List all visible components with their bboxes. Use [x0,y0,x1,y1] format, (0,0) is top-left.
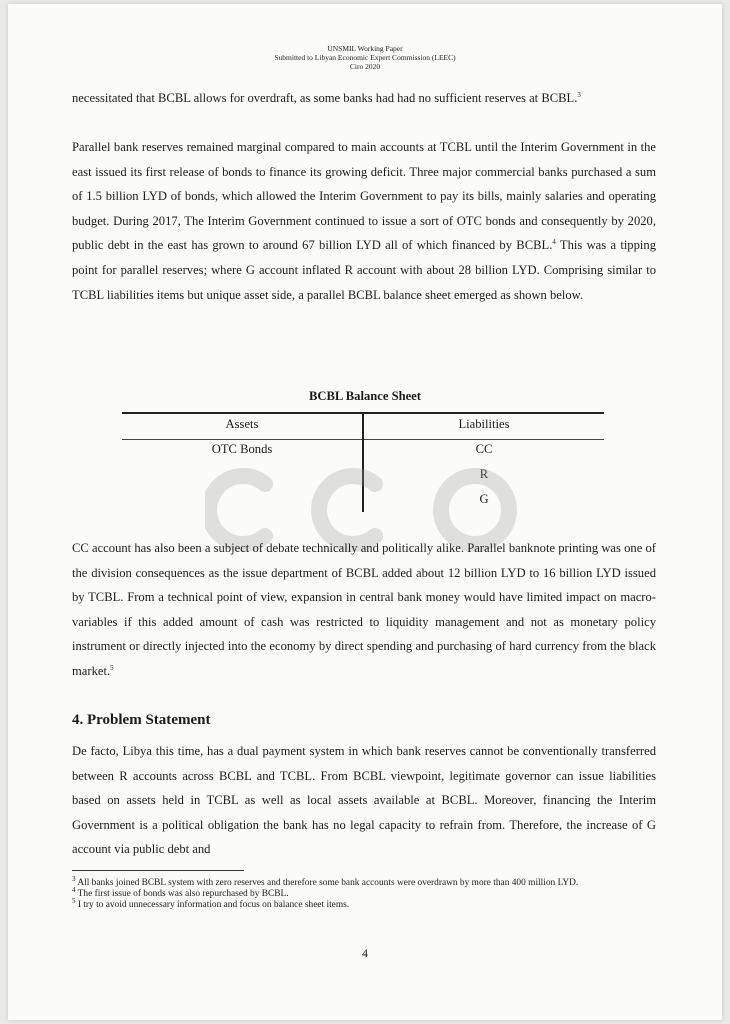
paragraph-1 [72,86,656,111]
page-header [0,44,730,71]
balance-sheet-table [122,412,604,512]
asset-item: OTC Bonds [211,442,273,456]
footnote-number: 3 [72,874,76,883]
section-heading: 4. Problem Statement [72,712,211,728]
liability-item: CC [475,442,493,456]
footnotes [72,874,662,911]
footnote-text: The first issue of bonds was also repurchased by BCBL. [75,889,289,899]
paragraph-3-text: CC account has also been a subject of debate technically and politically alike. Parallel banknote printing was one of the division consequences as the issue department of BCBL added about 12 billion LYD to 16 billion LYD issued by TCBL. From a technical point of view, expansion in central bank money would have limited impact on macro-variables if this added amount of cash was restricted to liquidity management and not as monetary policy instrument or directly injected into the economy by direct spending and purchasing of hard currency from the black market. [72,541,656,678]
header-line-3: Ciro 2020 [349,62,381,71]
footnote-ref-5: 5 [110,663,114,672]
paragraph-4 [72,739,656,862]
footnote-ref-4: 4 [552,238,556,247]
footnote-ref-3: 3 [577,90,581,99]
footnote-number: 5 [72,896,76,905]
balance-sheet-title: BCBL Balance Sheet [309,389,421,403]
assets-header: Assets [225,417,259,431]
footnote-3 [72,874,662,889]
footnote-number: 4 [72,885,76,894]
footnote-rule [72,870,244,871]
paragraph-3 [72,536,656,684]
header-line-2: Submitted to Libyan Economic Expert Commission (LEEC) [274,53,456,62]
paragraph-4-text: De facto, Libya this time, has a dual payment system in which bank reserves cannot be conventionally transferred between R accounts across BCBL and TCBL. From BCBL viewpoint, legitimate governor can issue liabilities based on assets held in TCBL as well as local assets available at BCBL. Moreover, financing the Interim Government is a political obligation the bank has no legal capacity to refrain from. Therefore, the increase of G account via public debt and [72,744,656,857]
liabilities-header: Liabilities [458,417,510,431]
footnote-text: All banks joined BCBL system with zero reserves and therefore some bank accounts were overdrawn by more than 400 million LYD. [75,878,579,888]
header-line-1: UNSMIL Working Paper [327,44,403,53]
paragraph-2-text-b: This was a tipping point for parallel reserves; where G account inflated R account with about 28 billion LYD. Comprising similar to TCBL liabilities items but unique asset side, a parallel BCBL balance sheet emerged as shown below. [72,238,656,302]
footnote-4 [72,885,662,900]
liability-item: R [479,467,489,481]
footnote-text: I try to avoid unnecessary information and focus on balance sheet items. [75,900,350,910]
paragraph-1-text: necessitated that BCBL allows for overdraft, as some banks had had no sufficient reserves at BCBL. [72,91,578,105]
page-number: 4 [362,946,368,960]
footnote-5 [72,896,662,911]
paragraph-2-text-a: Parallel bank reserves remained marginal compared to main accounts at TCBL until the Interim Government in the east issued its first release of bonds to finance its growing deficit. Three major commercial banks purchased a sum of 1.5 billion LYD of bonds, which allowed the Interim Government to pay its bills, mainly salaries and operating budget. During 2017, The Interim Government continued to issue a sort of OTC bonds and consequently by 2020, public debt in the east has grown to around 67 billion LYD all of which financed by BCBL. [72,140,656,253]
liability-item: G [479,492,489,506]
paragraph-2 [72,135,656,307]
